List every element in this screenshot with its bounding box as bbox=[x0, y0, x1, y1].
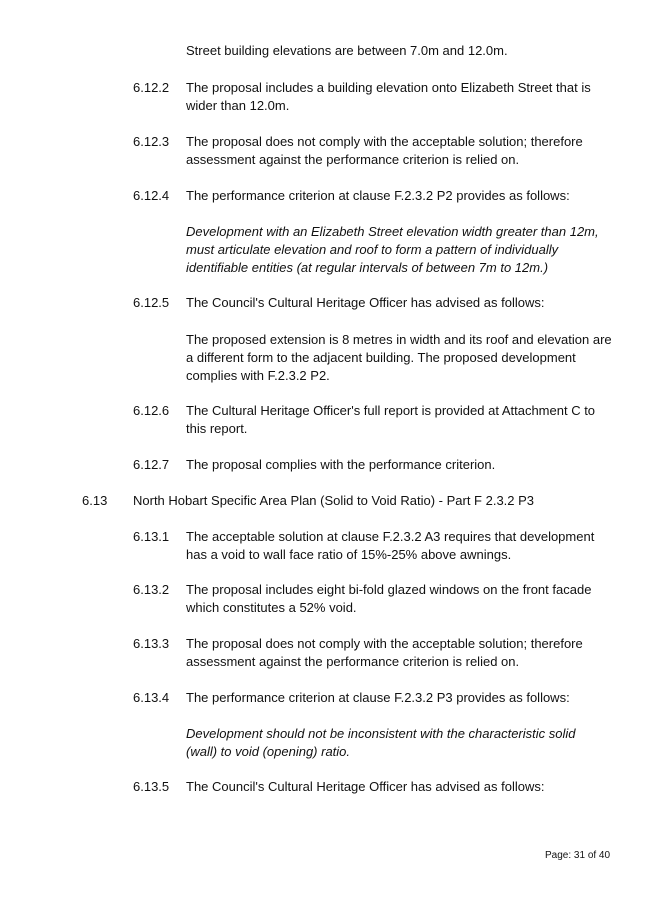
quote-line: must articulate elevation and roof to form a pattern of individually bbox=[186, 242, 559, 257]
paragraph-line: The proposal does not comply with the acceptable solution; therefore bbox=[186, 134, 583, 149]
paragraph-number: 6.12.2 bbox=[133, 80, 170, 95]
quote-line: a different form to the adjacent building. The proposed development bbox=[186, 350, 576, 365]
paragraph-number: 6.12.5 bbox=[133, 295, 170, 310]
paragraph-line: The performance criterion at clause F.2.3.2 P3 provides as follows: bbox=[186, 690, 570, 705]
paragraph-number: 6.13.5 bbox=[133, 779, 170, 794]
quote-line: Development should not be inconsistent with the characteristic solid bbox=[186, 726, 576, 741]
quote-line: (wall) to void (opening) ratio. bbox=[186, 744, 351, 759]
paragraph-line: The acceptable solution at clause F.2.3.2 A3 requires that development bbox=[186, 529, 595, 544]
paragraph-line: assessment against the performance criterion is relied on. bbox=[186, 654, 520, 669]
paragraph-line: this report. bbox=[186, 421, 248, 436]
page-number-footer: Page: 31 of 40 bbox=[545, 850, 611, 861]
paragraph-number: 6.12.4 bbox=[133, 188, 170, 203]
quote-line: The proposed extension is 8 metres in width and its roof and elevation are bbox=[186, 332, 612, 347]
quote-line: complies with F.2.3.2 P2. bbox=[186, 368, 330, 383]
paragraph-number: 6.12.7 bbox=[133, 457, 170, 472]
section-heading: North Hobart Specific Area Plan (Solid to Void Ratio) - Part F 2.3.2 P3 bbox=[133, 493, 535, 508]
paragraph-number: 6.13.4 bbox=[133, 690, 170, 705]
paragraph-number: 6.13.2 bbox=[133, 582, 170, 597]
paragraph-line: Street building elevations are between 7.0m and 12.0m. bbox=[186, 43, 508, 58]
paragraph-line: The Council's Cultural Heritage Officer has advised as follows: bbox=[186, 779, 545, 794]
paragraph-line: The Cultural Heritage Officer's full report is provided at Attachment C to bbox=[186, 403, 596, 418]
paragraph-number: 6.12.3 bbox=[133, 134, 170, 149]
paragraph-line: The proposal does not comply with the acceptable solution; therefore bbox=[186, 636, 583, 651]
paragraph-number: 6.13.3 bbox=[133, 636, 170, 651]
paragraph-line: The performance criterion at clause F.2.3.2 P2 provides as follows: bbox=[186, 188, 570, 203]
paragraph-line: has a void to wall face ratio of 15%-25% above awnings. bbox=[186, 547, 512, 562]
quote-line: Development with an Elizabeth Street elevation width greater than 12m, bbox=[186, 224, 599, 239]
paragraph-line: The Council's Cultural Heritage Officer has advised as follows: bbox=[186, 295, 545, 310]
paragraph-number: 6.12.6 bbox=[133, 403, 170, 418]
paragraph-line: The proposal includes eight bi-fold glazed windows on the front facade bbox=[186, 582, 592, 597]
paragraph-line: which constitutes a 52% void. bbox=[186, 600, 357, 615]
paragraph-line: assessment against the performance criterion is relied on. bbox=[186, 152, 520, 167]
quote-line: identifiable entities (at regular intervals of between 7m to 12m.) bbox=[186, 260, 549, 275]
section-number: 6.13 bbox=[82, 493, 108, 508]
paragraph-line: The proposal includes a building elevation onto Elizabeth Street that is bbox=[186, 80, 591, 95]
paragraph-number: 6.13.1 bbox=[133, 529, 170, 544]
paragraph-line: wider than 12.0m. bbox=[186, 98, 290, 113]
paragraph-line: The proposal complies with the performance criterion. bbox=[186, 457, 496, 472]
